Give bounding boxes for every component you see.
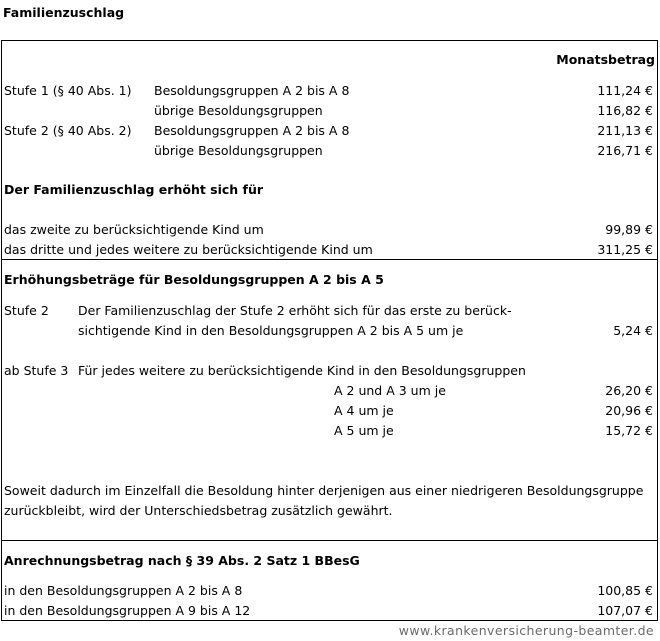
page-title: Familienzuschlag (3, 5, 125, 20)
erhoehung-stufe-2-label: Stufe 2 (4, 303, 49, 318)
source-watermark: www.krankenversicherung-beamter.de (398, 623, 654, 638)
stufe-1-group-2: übrige Besoldungsgruppen (154, 103, 323, 118)
section-divider-erhoehung (1, 259, 658, 260)
increase-row-label: das dritte und jedes weitere zu berücksichtigende Kind um (4, 242, 373, 257)
stufe-1-amount-1: 111,24 € (597, 83, 653, 98)
stufe-2-group-2: übrige Besoldungsgruppen (154, 143, 323, 158)
erhoehung-stufe-3-amount: 15,72 € (605, 423, 653, 438)
increase-row-amount: 311,25 € (597, 242, 653, 257)
increase-row-amount: 99,89 € (605, 222, 653, 237)
erhoehung-stufe-2-text-line-1: Der Familienzuschlag der Stufe 2 erhöht sich für das erste zu berück- (78, 303, 512, 318)
erhoehung-note-line-2: zurückbleibt, wird der Unterschiedsbetrag zusätzlich gewährt. (4, 503, 393, 518)
erhoehung-stufe-3-amount: 26,20 € (605, 383, 653, 398)
erhoehung-note-line-1: Soweit dadurch im Einzelfall die Besoldung hinter derjenigen aus einer niedrigeren Besoldungsgruppe (4, 483, 644, 498)
stufe-1-group-1: Besoldungsgruppen A 2 bis A 8 (154, 83, 350, 98)
erhoehung-stufe-3-amount: 20,96 € (605, 403, 653, 418)
stufe-2-group-1: Besoldungsgruppen A 2 bis A 8 (154, 123, 350, 138)
stufe-1-amount-2: 116,82 € (597, 103, 653, 118)
column-header-monatsbetrag: Monatsbetrag (556, 52, 655, 67)
increase-row-label: das zweite zu berücksichtigende Kind um (4, 222, 264, 237)
anrechnung-row-amount: 107,07 € (597, 603, 653, 618)
erhoehung-stufe-3-group: A 5 um je (334, 423, 394, 438)
increase-heading: Der Familienzuschlag erhöht sich für (4, 182, 264, 197)
erhoehung-stufe-2-amount: 5,24 € (613, 323, 653, 338)
anrechnung-row-amount: 100,85 € (597, 583, 653, 598)
anrechnung-heading: Anrechnungsbetrag nach § 39 Abs. 2 Satz 1 BBesG (4, 553, 360, 568)
section-divider-anrechnung (1, 540, 658, 541)
anrechnung-row-label: in den Besoldungsgruppen A 2 bis A 8 (4, 583, 243, 598)
erhoehung-stufe-3-group: A 4 um je (334, 403, 394, 418)
erhoehung-stufe-3-text: Für jedes weitere zu berücksichtigende Kind in den Besoldungsgruppen (78, 363, 526, 378)
anrechnung-row-label: in den Besoldungsgruppen A 9 bis A 12 (4, 603, 251, 618)
stufe-2-label: Stufe 2 (§ 40 Abs. 2) (4, 123, 132, 138)
erhoehung-stufe-3-label: ab Stufe 3 (4, 363, 69, 378)
erhoehung-stufe-2-text-line-2: sichtigende Kind in den Besoldungsgruppen A 2 bis A 5 um je (78, 323, 464, 338)
erhoehung-heading: Erhöhungsbeträge für Besoldungsgruppen A 2 bis A 5 (4, 272, 384, 287)
stufe-2-amount-2: 216,71 € (597, 143, 653, 158)
erhoehung-stufe-3-group: A 2 und A 3 um je (334, 383, 446, 398)
stufe-1-label: Stufe 1 (§ 40 Abs. 1) (4, 83, 132, 98)
stufe-2-amount-1: 211,13 € (597, 123, 653, 138)
